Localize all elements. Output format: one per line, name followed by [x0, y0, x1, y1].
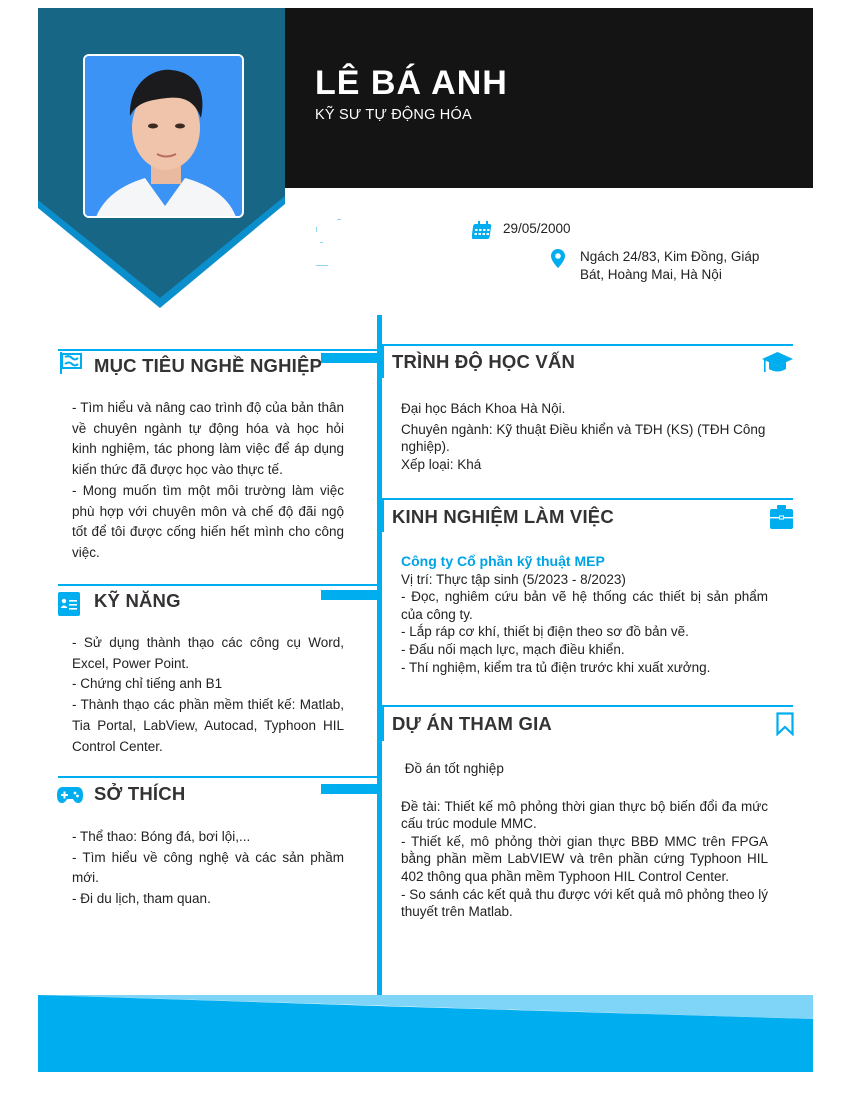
skills-heading: KỸ NĂNG — [94, 590, 181, 611]
address-line-2: Bát, Hoàng Mai, Hà Nội — [580, 267, 722, 282]
decor-fragment — [337, 219, 341, 220]
hobby-item: - Thể thao: Bóng đá, bơi lội,... — [72, 829, 251, 844]
position: Vị trí: Thực tập sinh (5/2023 - 8/2023) — [401, 571, 626, 587]
education-school: Đại học Bách Khoa Hà Nội. — [401, 401, 566, 416]
hobby-item: - Đi du lịch, tham quan. — [72, 891, 211, 907]
section-divider — [382, 705, 793, 707]
experience-text — [401, 553, 768, 676]
footer-band — [38, 993, 813, 1072]
section-tab — [321, 784, 377, 794]
id-card-icon — [58, 592, 80, 616]
hobbies-text — [72, 827, 344, 910]
calendar-icon — [472, 220, 494, 240]
contact-address — [551, 248, 791, 288]
objective-paragraph: - Tìm hiểu và nâng cao trình độ của bản thân về chuyên ngành tự động hóa và học hỏi kinh nghiệm, tác phong làm việc để áp dụng kiến thức đã được học vào thực tế. — [72, 400, 344, 478]
skill-item: - Sử dụng thành thạo các công cụ Word, Excel, Power Point. — [72, 635, 344, 671]
objective-paragraph: - Mong muốn tìm một môi trường làm việc phù hợp với chuyên môn và chế độ đãi ngộ tốt để tôi được cống hiến hết mình cho công việc. — [72, 482, 344, 560]
section-divider — [382, 498, 793, 500]
section-divider — [58, 349, 377, 351]
graduation-cap-icon — [762, 352, 793, 376]
projects-text — [401, 760, 768, 921]
address-line-1: Ngách 24/83, Kim Đồng, Giáp — [580, 249, 760, 264]
education-text — [401, 400, 768, 473]
education-major: Chuyên ngành: Kỹ thuật Điều khiển và TĐH (KS) (TĐH Công nghiệp). — [401, 421, 766, 455]
avatar-photo — [83, 54, 244, 218]
gamepad-icon — [57, 786, 83, 804]
birthdate-value: 29/05/2000 — [503, 221, 571, 236]
candidate-name: LÊ BÁ ANH — [315, 64, 508, 102]
hobby-item: - Tìm hiểu về công nghệ và các sản phầm mới. — [72, 849, 344, 886]
project-detail: - Thiết kế, mô phỏng thời gian thực BBĐ MMC trên FPGA bằng phần mềm LabVIEW và trên phần cứng Typhoon HIL 402 thông qua phần mềm Typhoon HIL Control Center. — [401, 833, 768, 884]
cv-page — [38, 8, 813, 1072]
candidate-title: KỸ SƯ TỰ ĐỘNG HÓA — [315, 107, 472, 123]
skills-text — [72, 633, 344, 757]
skill-item: - Thành thạo các phần mềm thiết kế: Matlab, Tia Portal, LabView, Autocad, Typhoon HIL Control Center. — [72, 697, 344, 754]
project-topic: Đề tài: Thiết kế mô phỏng thời gian thực bộ biến đổi đa mức cấu trúc module MMC. — [401, 798, 768, 832]
bookmark-icon — [776, 712, 794, 736]
education-grade: Xếp loại: Khá — [401, 456, 482, 472]
education-heading: TRÌNH ĐỘ HỌC VẤN — [392, 351, 576, 372]
experience-heading: KINH NGHIỆM LÀM VIỆC — [392, 506, 614, 527]
hobbies-heading: SỞ THÍCH — [94, 783, 186, 804]
projects-heading: DỰ ÁN THAM GIA — [392, 713, 552, 734]
map-pin-icon — [551, 249, 565, 269]
project-detail: - So sánh các kết quả thu được với kết quả mô phỏng theo lý thuyết trên Matlab. — [401, 886, 768, 920]
section-divider — [58, 776, 377, 778]
skill-item: - Chứng chỉ tiếng anh B1 — [72, 676, 223, 692]
decor-fragment — [316, 265, 328, 266]
decor-fragment — [316, 227, 317, 232]
section-tab — [321, 353, 377, 363]
section-divider — [58, 584, 377, 586]
project-name: Đồ án tốt nghiệp — [401, 761, 504, 776]
task-item: - Lắp ráp cơ khí, thiết bị điện theo sơ đồ bản vẽ. — [401, 624, 689, 640]
decor-fragment — [320, 242, 323, 243]
section-connector — [377, 498, 384, 532]
objective-heading: MỤC TIÊU NGHỀ NGHIỆP — [94, 355, 323, 376]
section-tab — [321, 590, 377, 600]
section-divider — [382, 344, 793, 346]
task-item: - Đấu nối mạch lực, mạch điều khiển. — [401, 641, 625, 657]
center-divider — [377, 315, 382, 1005]
section-connector — [377, 705, 384, 741]
section-connector — [377, 344, 384, 378]
contact-birthdate — [472, 219, 672, 241]
flag-icon — [59, 352, 83, 374]
company-name: Công ty Cổ phần kỹ thuật MEP — [401, 553, 605, 569]
task-item: - Đọc, nghiêm cứu bản vẽ hệ thống các thiết bị sản phẩm của công ty. — [401, 589, 768, 622]
briefcase-icon — [770, 505, 793, 529]
task-item: - Thí nghiệm, kiểm tra tủ điện trước khi xuất xưởng. — [401, 659, 711, 675]
objective-text — [72, 398, 344, 564]
